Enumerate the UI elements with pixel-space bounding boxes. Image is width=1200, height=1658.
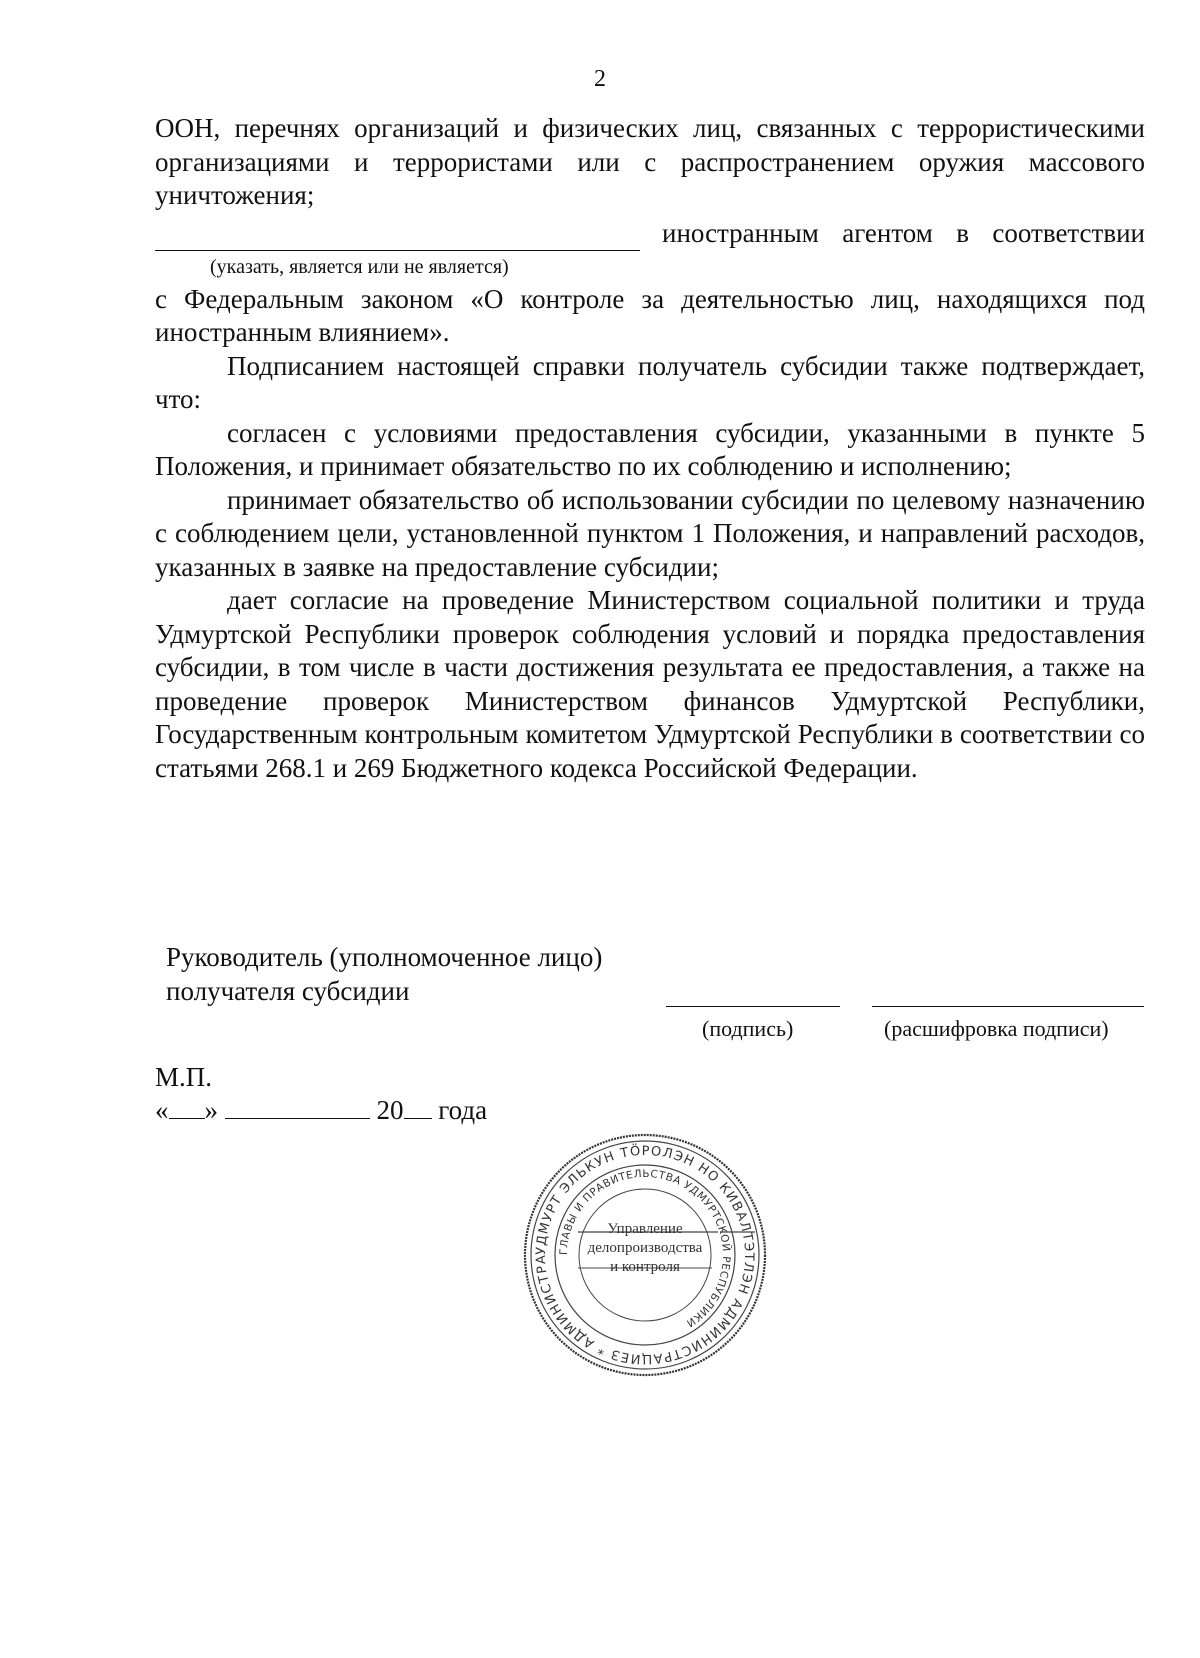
- seal-place-label: М.П.: [155, 1062, 213, 1092]
- page-number: 2: [594, 66, 606, 92]
- foreign-agent-blank[interactable]: [155, 222, 640, 251]
- signature-decode-caption: (расшифровка подписи): [884, 1016, 1109, 1041]
- signature-caption: (подпись): [702, 1016, 794, 1041]
- date-year-prefix: 20: [376, 1095, 404, 1125]
- seal-outer-ring-text: УДМУРТ ЭЛЬКУН ТӦРОЛЭН НО КИВАЛТЭТЛЭН АДМИНИСТРАЦИЕЗ * АДМИНИСТРА: [533, 1143, 757, 1367]
- paragraph-federal-law: с Федеральным законом «О контроле за деятельностью лиц, находящихся под иностранным влиянием».: [155, 283, 1145, 347]
- signatory-block: [166, 940, 602, 1008]
- paragraph-consent-checks: дает согласие на проведение Министерством социальной политики и труда Удмуртской Республики проверок соблюдения условий и порядка предоставления субсидии, в том числе в части достижения результата ее предоставления, а также на проведение проверок Министерством финансов Удмуртской Республики, Государственным контрольным комитетом Удмуртской Республики в соответствии со статьями 268.1 и 269 Бюджетного кодекса Российской Федерации.: [155, 585, 1145, 783]
- signature-blank[interactable]: [666, 1006, 840, 1007]
- date-year-suffix: года: [438, 1095, 488, 1125]
- paragraph-oon: ООН, перечнях организаций и физических лиц, связанных с террористическими организациями и террористами или с распространением оружия массового уничтожения;: [155, 113, 1145, 210]
- seal-center-line2: делопроизводства: [587, 1240, 703, 1256]
- signatory-line1: Руководитель (уполномоченное лицо): [166, 942, 603, 972]
- foreign-agent-row: [155, 215, 1145, 251]
- paragraph-obligation: принимает обязательство об использовании субсидии по целевому назначению с соблюдением цели, установленной пунктом 1 Положения, и направлений расходов, указанных в заявке на предоставление субсидии;: [155, 484, 1145, 582]
- official-seal: [520, 1130, 770, 1380]
- foreign-agent-text: иностранным агентом в соответствии: [662, 218, 1145, 248]
- seal-inner-ring-text: ГЛАВЫ И ПРАВИТЕЛЬСТВА УДМУРТСКОЙ РЕСПУБЛИКИ: [557, 1167, 733, 1330]
- paragraph-confirmation: Подписанием настоящей справки получатель субсидии также подтверждает, что:: [155, 350, 1145, 414]
- paragraph-agree-conditions: согласен с условиями предоставления субсидии, указанными в пункте 5 Положения, и принимает обязательство по их соблюдению и исполнению;: [155, 417, 1145, 481]
- signatory-line2: получателя субсидии: [166, 976, 410, 1006]
- signature-decode-blank[interactable]: [872, 1006, 1144, 1007]
- seal-center-line3: и контроля: [610, 1259, 680, 1275]
- date-year-blank[interactable]: [404, 1094, 432, 1119]
- document-body: [155, 112, 1145, 785]
- date-month-blank[interactable]: [225, 1094, 370, 1119]
- date-open-quote: «: [155, 1095, 169, 1125]
- date-close-quote: »: [204, 1095, 218, 1125]
- date-row: [155, 1094, 487, 1126]
- date-day-blank[interactable]: [169, 1094, 205, 1119]
- seal-center-line1: Управление: [607, 1221, 683, 1237]
- foreign-agent-hint: (указать, является или не является): [210, 255, 509, 278]
